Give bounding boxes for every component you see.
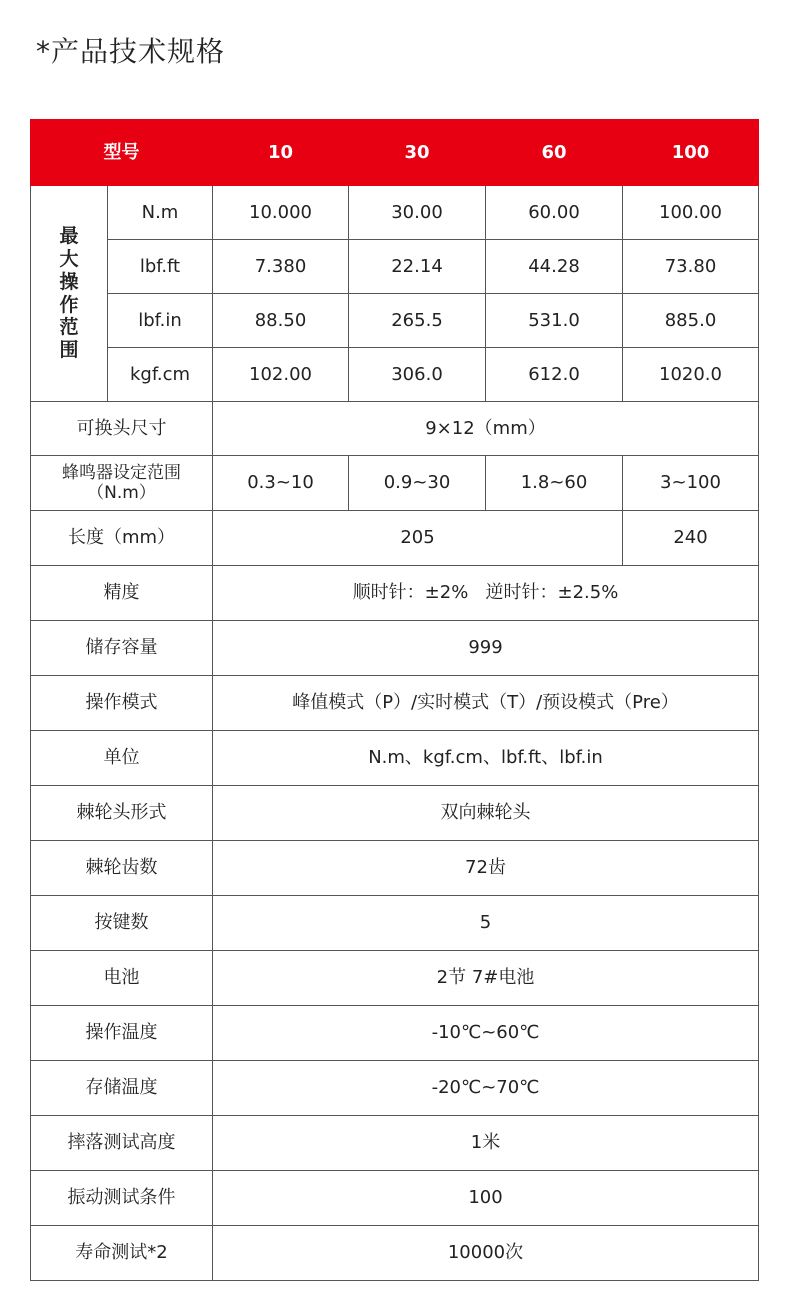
spec-label: 摔落测试高度: [31, 1116, 213, 1171]
range-row: [31, 186, 759, 240]
spec-label: 操作模式: [31, 676, 213, 731]
spec-row: [31, 1116, 759, 1171]
spec-value: N.m、kgf.cm、lbf.ft、lbf.in: [213, 731, 759, 786]
value-cell: 885.0: [623, 294, 759, 348]
value-cell: 88.50: [213, 294, 349, 348]
value-cell: 100.00: [623, 186, 759, 240]
value-cell: 44.28: [486, 240, 623, 294]
value-cell: 7.380: [213, 240, 349, 294]
model-100: 100: [623, 120, 759, 186]
spec-row: [31, 676, 759, 731]
value-cell: 10.000: [213, 186, 349, 240]
range-row: [31, 348, 759, 402]
head-size-row: [31, 402, 759, 456]
spec-row: [31, 896, 759, 951]
unit-cell: kgf.cm: [108, 348, 213, 402]
value-cell: 306.0: [349, 348, 486, 402]
spec-value: 5: [213, 896, 759, 951]
spec-value: -10℃~60℃: [213, 1006, 759, 1061]
spec-value: 240: [623, 511, 759, 566]
unit-cell: lbf.in: [108, 294, 213, 348]
header-row: [31, 120, 759, 186]
model-60: 60: [486, 120, 623, 186]
spec-value: 205: [213, 511, 623, 566]
spec-label: 棘轮头形式: [31, 786, 213, 841]
value-cell: 73.80: [623, 240, 759, 294]
spec-label: 操作温度: [31, 1006, 213, 1061]
value-cell: 0.3~10: [213, 456, 349, 511]
value-cell: 3~100: [623, 456, 759, 511]
spec-value: 999: [213, 621, 759, 676]
spec-row: [31, 951, 759, 1006]
spec-row: [31, 731, 759, 786]
spec-label: 存储温度: [31, 1061, 213, 1116]
spec-value: 10000次: [213, 1226, 759, 1281]
model-label: 型号: [31, 120, 213, 186]
spec-row: [31, 566, 759, 621]
spec-label: 可换头尺寸: [31, 402, 213, 456]
spec-value: 2节 7#电池: [213, 951, 759, 1006]
value-cell: 0.9~30: [349, 456, 486, 511]
spec-table: [30, 119, 759, 1281]
spec-value: 9×12（mm）: [213, 402, 759, 456]
spec-label: 电池: [31, 951, 213, 1006]
spec-label: 棘轮齿数: [31, 841, 213, 896]
spec-label: 按键数: [31, 896, 213, 951]
buzzer-row: [31, 456, 759, 511]
page-title: *产品技术规格: [36, 35, 226, 68]
spec-label: 储存容量: [31, 621, 213, 676]
spec-row: [31, 1171, 759, 1226]
spec-value: 峰值模式（P）/实时模式（T）/预设模式（Pre）: [213, 676, 759, 731]
spec-value: -20℃~70℃: [213, 1061, 759, 1116]
value-cell: 102.00: [213, 348, 349, 402]
model-10: 10: [213, 120, 349, 186]
value-cell: 60.00: [486, 186, 623, 240]
range-row: [31, 294, 759, 348]
spec-row: [31, 786, 759, 841]
spec-row: [31, 1006, 759, 1061]
value-cell: 22.14: [349, 240, 486, 294]
value-cell: 265.5: [349, 294, 486, 348]
value-cell: 612.0: [486, 348, 623, 402]
spec-label: 寿命测试*2: [31, 1226, 213, 1281]
buzzer-label-line2: （N.m）: [87, 483, 156, 503]
model-30: 30: [349, 120, 486, 186]
spec-row: [31, 621, 759, 676]
spec-value: 顺时针：±2% 逆时针：±2.5%: [213, 566, 759, 621]
spec-label: 单位: [31, 731, 213, 786]
value-cell: 1.8~60: [486, 456, 623, 511]
unit-cell: N.m: [108, 186, 213, 240]
spec-value: 1米: [213, 1116, 759, 1171]
spec-label: 振动测试条件: [31, 1171, 213, 1226]
max-range-label: 最 大 操 作 范 围: [31, 186, 108, 402]
buzzer-label: [31, 456, 213, 511]
spec-row: [31, 1226, 759, 1281]
value-cell: 1020.0: [623, 348, 759, 402]
value-cell: 30.00: [349, 186, 486, 240]
spec-value: 双向棘轮头: [213, 786, 759, 841]
spec-value: 100: [213, 1171, 759, 1226]
unit-cell: lbf.ft: [108, 240, 213, 294]
length-row: [31, 511, 759, 566]
spec-label: 长度（mm）: [31, 511, 213, 566]
buzzer-label-line1: 蜂鸣器设定范围: [62, 462, 181, 483]
value-cell: 531.0: [486, 294, 623, 348]
range-row: [31, 240, 759, 294]
spec-row: [31, 841, 759, 896]
spec-label: 精度: [31, 566, 213, 621]
spec-row: [31, 1061, 759, 1116]
spec-value: 72齿: [213, 841, 759, 896]
